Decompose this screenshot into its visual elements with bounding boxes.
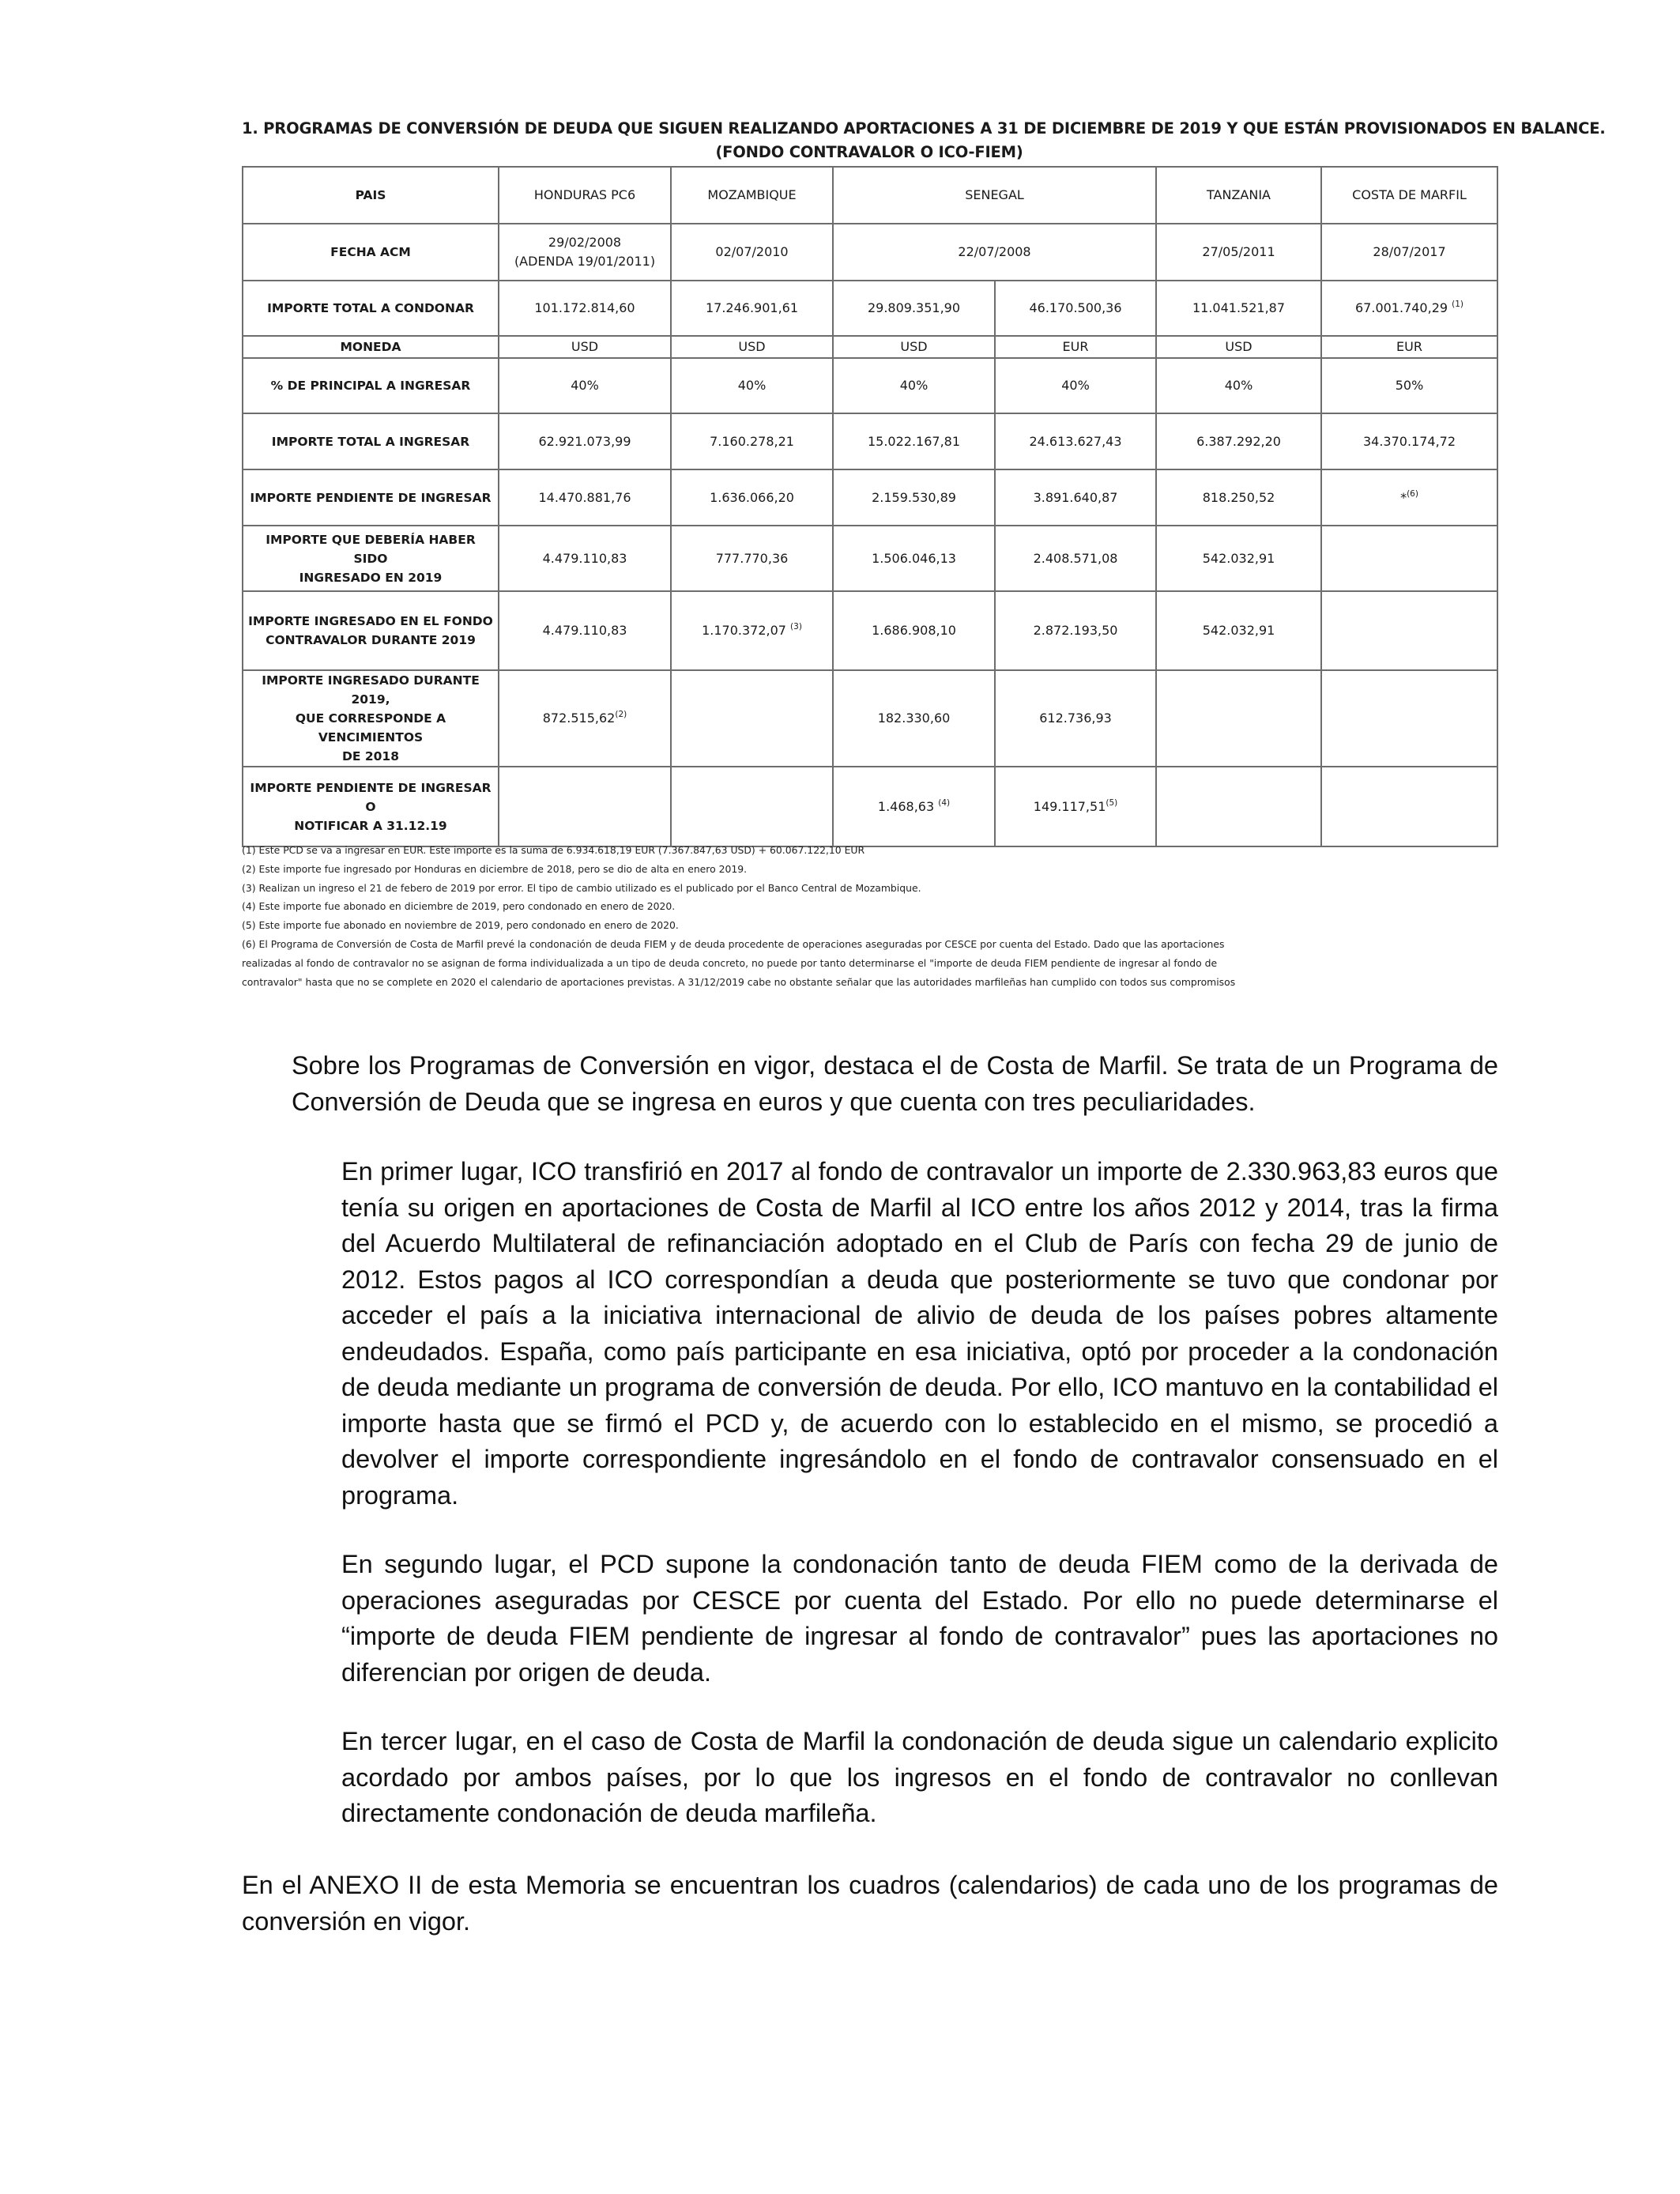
paragraph-first-point: [341, 1154, 1498, 1514]
cell-moneda-costa: EUR: [1321, 336, 1497, 358]
table-row-importe-total-condonar: [243, 281, 1497, 336]
fecha-honduras-line-1: 29/02/2008: [548, 235, 622, 250]
cell-deberia-tanzania: 542.032,91: [1156, 526, 1321, 591]
paragraph-third-point-text: En tercer lugar, en el caso de Costa de Marfil la condonación de deuda sigue un calendario explicito acordado por ambos países, por lo que los ingresos en el fondo de contravalor no conllevan directamente condonación de deuda marfileña.: [341, 1727, 1498, 1827]
paragraph-third-point: [341, 1724, 1498, 1832]
cell-pendiente-tanzania: 818.250,52: [1156, 469, 1321, 526]
cell-venc-senegal-usd: 182.330,60: [833, 670, 995, 767]
footnote-ref-5: (5): [1106, 797, 1118, 808]
row-label-pais: PAIS: [243, 167, 499, 224]
cell-fecha-mozambique: 02/07/2010: [671, 224, 833, 281]
footnote-ref-6: (6): [1407, 488, 1418, 499]
cell-ingresar-mozambique: 7.160.278,21: [671, 413, 833, 469]
cell-venc-costa: [1321, 670, 1497, 767]
footnote-ref-2: (2): [615, 710, 627, 719]
cell-ingresar-costa: 34.370.174,72: [1321, 413, 1497, 469]
cell-pct-senegal-usd: 40%: [833, 358, 995, 413]
cell-fondo-tanzania: 542.032,91: [1156, 591, 1321, 670]
paragraph-second-point-text: En segundo lugar, el PCD supone la condonación tanto de deuda FIEM como de la derivada de operaciones aseguradas por CESCE por cuenta del Estado. Por ello no puede determinarse el “importe de deuda FIEM pendiente de ingresar al fondo de contravalor” pues las aportaciones no diferencian por origen de deuda.: [341, 1550, 1498, 1687]
table-title-line-2: (FONDO CONTRAVALOR O ICO-FIEM): [715, 143, 1023, 161]
cell-fecha-senegal: 22/07/2008: [833, 224, 1156, 281]
row-label-pct-principal: % DE PRINCIPAL A INGRESAR: [243, 358, 499, 413]
cell-condonar-mozambique: 17.246.901,61: [671, 281, 833, 336]
cell-fondo-senegal-usd: 1.686.908,10: [833, 591, 995, 670]
cell-moneda-senegal-usd: USD: [833, 336, 995, 358]
row-label-pendiente-ingresar: IMPORTE PENDIENTE DE INGRESAR: [243, 469, 499, 526]
cell-ingresar-honduras: 62.921.073,99: [499, 413, 671, 469]
ingresado-fondo-label-line-2: CONTRAVALOR DURANTE 2019: [266, 633, 476, 647]
table-row-header: [243, 167, 1497, 224]
cell-ingresar-tanzania: 6.387.292,20: [1156, 413, 1321, 469]
table-row-fecha: [243, 224, 1497, 281]
header-senegal: SENEGAL: [833, 167, 1156, 224]
cell-pct-senegal-eur: 40%: [995, 358, 1156, 413]
cell-moneda-mozambique: USD: [671, 336, 833, 358]
cell-deberia-senegal-usd: 1.506.046,13: [833, 526, 995, 591]
cell-condonar-senegal-eur: 46.170.500,36: [995, 281, 1156, 336]
paragraph-annex-reference-text: En el ANEXO II de esta Memoria se encuentran los cuadros (calendarios) de cada uno de los programas de conversión en vigor.: [242, 1871, 1498, 1936]
cell-moneda-senegal-eur: EUR: [995, 336, 1156, 358]
cell-pendiente-senegal-usd: 2.159.530,89: [833, 469, 995, 526]
header-mozambique: MOZAMBIQUE: [671, 167, 833, 224]
row-label-moneda: MONEDA: [243, 336, 499, 358]
row-label-fecha: FECHA ACM: [243, 224, 499, 281]
table-row-ingresado-vencimientos: [243, 670, 1497, 767]
venc-label-line-3: DE 2018: [342, 749, 399, 763]
fondo-mozambique-value: 1.170.372,07: [702, 623, 786, 638]
footnote-ref-4: (4): [938, 797, 951, 808]
cell-deberia-mozambique: 777.770,36: [671, 526, 833, 591]
footnote-2: (2) Este importe fue ingresado por Honduras en diciembre de 2018, pero se dio de alta en enero 2019.: [242, 862, 748, 875]
cell-condonar-costa: [1321, 281, 1497, 336]
table-title-line-1: 1. PROGRAMAS DE CONVERSIÓN DE DEUDA QUE SIGUEN REALIZANDO APORTACIONES A 31 DE DICIEMBRE DE 2019 Y QUE ESTÁN PROVISIONADOS EN BALANCE.: [242, 119, 1606, 138]
deberia-label-line-1: IMPORTE QUE DEBERÍA HABER SIDO: [266, 532, 476, 566]
footnote-3: (3) Realizan un ingreso el 21 de febero de 2019 por error. El tipo de cambio utilizado es el publicado por el Banco Central de Mozambique.: [242, 881, 921, 894]
pendiente-costa-value: *: [1400, 489, 1407, 505]
cell-ingresar-senegal-usd: 15.022.167,81: [833, 413, 995, 469]
venc-label-line-1: IMPORTE INGRESADO DURANTE 2019,: [262, 673, 480, 707]
notificar-label-line-2: NOTIFICAR A 31.12.19: [294, 818, 447, 833]
row-label-ingresado-vencimientos: [243, 670, 499, 767]
cell-ingresar-senegal-eur: 24.613.627,43: [995, 413, 1156, 469]
cell-pendiente-senegal-eur: 3.891.640,87: [995, 469, 1156, 526]
cell-moneda-tanzania: USD: [1156, 336, 1321, 358]
venc-honduras-value: 872.515,62: [542, 711, 616, 726]
cell-venc-mozambique: [671, 670, 833, 767]
cell-condonar-honduras: 101.172.814,60: [499, 281, 671, 336]
cell-notificar-mozambique: [671, 767, 833, 846]
footnote-ref-1: (1): [1452, 300, 1464, 309]
footnote-6-line-1: (6) El Programa de Conversión de Costa de Marfil prevé la condonación de deuda FIEM y de deuda procedente de operaciones aseguradas por CESCE por cuenta del Estado. Dado que las aportaciones: [242, 937, 1225, 950]
cell-notificar-senegal-usd: [833, 767, 995, 846]
cell-pendiente-costa: [1321, 469, 1497, 526]
cell-notificar-honduras: [499, 767, 671, 846]
table-row-pendiente-ingresar: [243, 469, 1497, 526]
table-row-deberia-ingresado: [243, 526, 1497, 591]
cell-venc-senegal-eur: 612.736,93: [995, 670, 1156, 767]
paragraph-second-point: [341, 1547, 1498, 1691]
footnote-1: (1) Este PCD se va a ingresar en EUR. Este importe es la suma de 6.934.618,19 EUR (7.367.847,63 USD) + 60.067.122,10 EUR: [242, 844, 865, 856]
paragraph-intro-text: Sobre los Programas de Conversión en vigor, destaca el de Costa de Marfil. Se trata de un Programa de Conversión de Deuda que se ingresa en euros y que cuenta con tres peculiaridades.: [292, 1051, 1498, 1116]
table-row-moneda: [243, 336, 1497, 358]
cell-pct-honduras: 40%: [499, 358, 671, 413]
table-row-pendiente-notificar: [243, 767, 1497, 846]
row-label-ingresado-fondo: [243, 591, 499, 670]
table-row-importe-total-ingresar: [243, 413, 1497, 469]
cell-condonar-senegal-usd: 29.809.351,90: [833, 281, 995, 336]
footnote-4: (4) Este importe fue abonado en diciembre de 2019, pero condonado en enero de 2020.: [242, 900, 676, 913]
table-row-pct-principal: [243, 358, 1497, 413]
cell-pct-costa: 50%: [1321, 358, 1497, 413]
row-label-pendiente-notificar: [243, 767, 499, 846]
deberia-label-line-2: INGRESADO EN 2019: [299, 570, 443, 585]
notificar-label-line-1: IMPORTE PENDIENTE DE INGRESAR O: [250, 780, 492, 814]
cell-fondo-senegal-eur: 2.872.193,50: [995, 591, 1156, 670]
table-footnotes: [242, 841, 1506, 991]
cell-moneda-honduras: USD: [499, 336, 671, 358]
row-label-importe-total-ingresar: IMPORTE TOTAL A INGRESAR: [243, 413, 499, 469]
cell-venc-honduras: [499, 670, 671, 767]
cell-fondo-costa: [1321, 591, 1497, 670]
notificar-senegal-eur-value: 149.117,51: [1033, 798, 1106, 814]
cell-pct-mozambique: 40%: [671, 358, 833, 413]
cell-notificar-costa: [1321, 767, 1497, 846]
conversion-programs-table: [242, 166, 1498, 847]
footnote-5: (5) Este importe fue abonado en noviembre de 2019, pero condonado en enero de 2020.: [242, 919, 679, 932]
paragraph-annex-reference: [242, 1868, 1498, 1940]
paragraph-first-point-text: En primer lugar, ICO transfirió en 2017 al fondo de contravalor un importe de 2.330.963,83 euros que tenía su origen en aportaciones de Costa de Marfil al ICO entre los años 2012 y 2014, tras la firma del Acuerdo Multilateral de refinanciación adoptado en el Club de París con fecha 29 de junio de 2012. Estos pagos al ICO correspondían a deuda que posteriormente se tuvo que condonar por acceder el país a la iniciativa internacional de alivio de deuda de los países pobres altamente endeudados. España, como país participante en esa iniciativa, optó por proceder a la condonación de deuda mediante un programa de conversión de deuda. Por ello, ICO mantuvo en la contabilidad el importe hasta que se firmó el PCD y, de acuerdo con lo establecido en el mismo, se procedió a devolver el importe correspondiente ingresándolo en el fondo de contravalor consensuado en el programa.: [341, 1157, 1498, 1510]
cell-venc-tanzania: [1156, 670, 1321, 767]
ingresado-fondo-label-line-1: IMPORTE INGRESADO EN EL FONDO: [248, 614, 493, 628]
header-costa-de-marfil: COSTA DE MARFIL: [1321, 167, 1497, 224]
condonar-costa-value: 67.001.740,29: [1355, 300, 1448, 315]
cell-fecha-costa: 28/07/2017: [1321, 224, 1497, 281]
cell-deberia-honduras: 4.479.110,83: [499, 526, 671, 591]
row-label-importe-total-condonar: IMPORTE TOTAL A CONDONAR: [243, 281, 499, 336]
cell-notificar-senegal-eur: [995, 767, 1156, 846]
header-tanzania: TANZANIA: [1156, 167, 1321, 224]
cell-pendiente-mozambique: 1.636.066,20: [671, 469, 833, 526]
cell-fecha-honduras: [499, 224, 671, 281]
footnote-6-line-3: contravalor" hasta que no se complete en 2020 el calendario de aportaciones previstas. A 31/12/2019 cabe no obstante señalar que las autoridades marfileñas han cumplido con todos sus compromisos: [242, 975, 1236, 988]
table-row-ingresado-fondo: [243, 591, 1497, 670]
footnote-ref-3: (3): [790, 622, 802, 631]
row-label-deberia-ingresado: [243, 526, 499, 591]
cell-deberia-costa: [1321, 526, 1497, 591]
notificar-senegal-usd-value: 1.468,63: [877, 798, 935, 814]
header-honduras: HONDURAS PC6: [499, 167, 671, 224]
cell-fecha-tanzania: 27/05/2011: [1156, 224, 1321, 281]
paragraph-intro: [292, 1048, 1498, 1120]
table-title: [242, 117, 1606, 164]
cell-pendiente-honduras: 14.470.881,76: [499, 469, 671, 526]
fecha-honduras-line-2: (ADENDA 19/01/2011): [514, 254, 656, 269]
cell-fondo-honduras: 4.479.110,83: [499, 591, 671, 670]
cell-pct-tanzania: 40%: [1156, 358, 1321, 413]
venc-label-line-2: QUE CORRESPONDE A VENCIMIENTOS: [295, 711, 446, 745]
cell-condonar-tanzania: 11.041.521,87: [1156, 281, 1321, 336]
cell-deberia-senegal-eur: 2.408.571,08: [995, 526, 1156, 591]
cell-notificar-tanzania: [1156, 767, 1321, 846]
footnote-6-line-2: realizadas al fondo de contravalor no se asignan de forma individualizada a un tipo de deuda concreto, no puede por tanto determinarse el "importe de deuda FIEM pendiente de ingresar al fondo de: [242, 956, 1218, 969]
cell-fondo-mozambique: [671, 591, 833, 670]
